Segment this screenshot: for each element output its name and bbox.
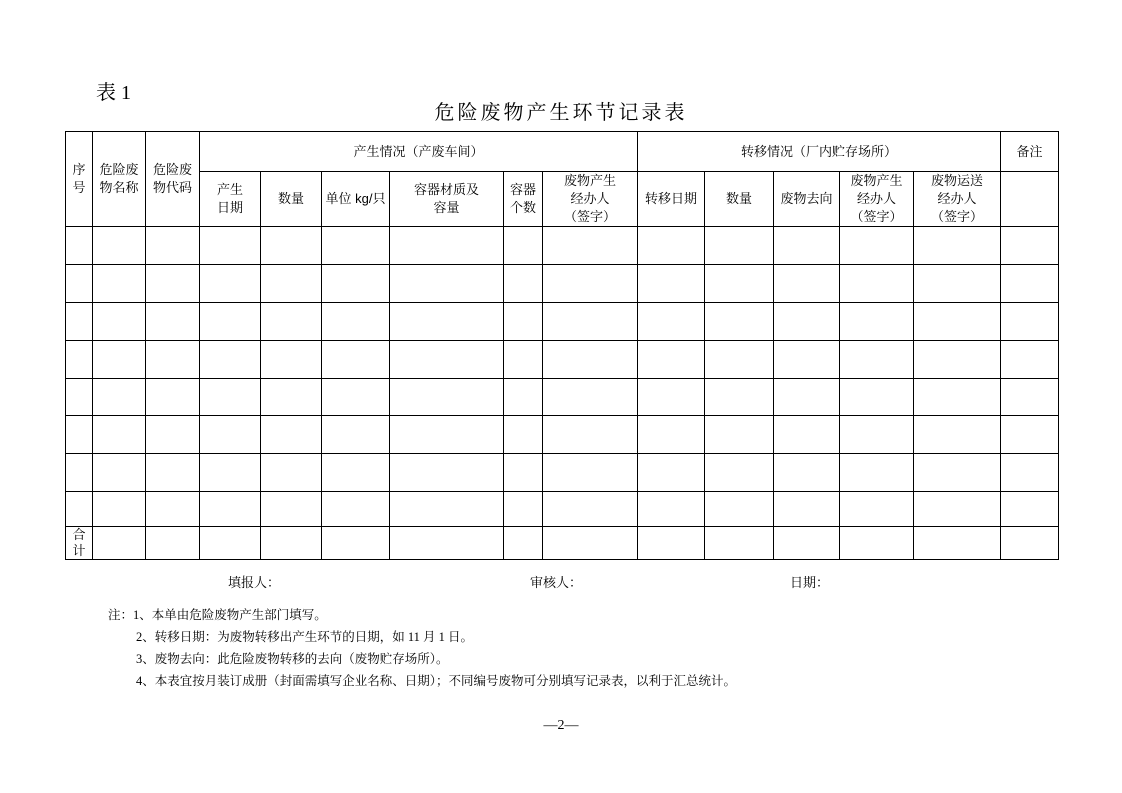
cell[interactable] xyxy=(322,454,390,492)
cell[interactable] xyxy=(146,416,200,454)
cell[interactable] xyxy=(774,492,840,527)
cell[interactable] xyxy=(390,227,504,265)
cell[interactable] xyxy=(543,227,638,265)
cell[interactable] xyxy=(1001,265,1059,303)
cell[interactable] xyxy=(840,492,914,527)
cell[interactable] xyxy=(774,379,840,416)
note-3: 3、废物去向：此危险废物转移的去向（废物贮存场所）。 xyxy=(136,652,449,666)
header-prod-date: 产生日期 xyxy=(200,172,261,227)
note-4: 4、本表宜按月装订成册（封面需填写企业名称、日期）；不同编号废物可分别填写记录表，以利于汇总统计。 xyxy=(136,674,737,688)
cell[interactable] xyxy=(840,454,914,492)
cell[interactable] xyxy=(322,527,390,560)
cell[interactable] xyxy=(1001,227,1059,265)
cell[interactable] xyxy=(504,341,543,379)
cell[interactable] xyxy=(146,303,200,341)
cell[interactable] xyxy=(322,227,390,265)
cell[interactable] xyxy=(261,341,322,379)
cell[interactable] xyxy=(200,416,261,454)
cell[interactable] xyxy=(504,527,543,560)
cell[interactable] xyxy=(774,416,840,454)
cell[interactable] xyxy=(146,341,200,379)
cell[interactable] xyxy=(840,379,914,416)
cell[interactable] xyxy=(1001,492,1059,527)
cell[interactable] xyxy=(261,265,322,303)
cell[interactable] xyxy=(146,379,200,416)
cell[interactable] xyxy=(390,416,504,454)
cell[interactable] xyxy=(322,341,390,379)
cell[interactable] xyxy=(200,265,261,303)
cell[interactable] xyxy=(705,416,774,454)
cell[interactable] xyxy=(390,379,504,416)
cell[interactable] xyxy=(390,341,504,379)
table-row xyxy=(66,227,1059,265)
cell[interactable] xyxy=(66,303,93,341)
cell[interactable] xyxy=(93,379,146,416)
total-row xyxy=(66,527,1059,560)
cell[interactable] xyxy=(390,265,504,303)
cell[interactable] xyxy=(840,416,914,454)
table-row xyxy=(66,303,1059,341)
cell[interactable] xyxy=(1001,303,1059,341)
cell[interactable] xyxy=(705,492,774,527)
note-1: 注：1、本单由危险废物产生部门填写。 xyxy=(108,608,327,622)
note-2: 2、转移日期：为废物转移出产生环节的日期，如 11 月 1 日。 xyxy=(136,630,474,644)
cell[interactable] xyxy=(200,492,261,527)
cell[interactable] xyxy=(705,303,774,341)
cell[interactable] xyxy=(840,341,914,379)
header-remarks-blank xyxy=(1001,172,1059,227)
header-transfer-group: 转移情况（厂内贮存场所） xyxy=(638,132,1001,172)
cell[interactable] xyxy=(705,379,774,416)
cell[interactable] xyxy=(543,265,638,303)
cell[interactable] xyxy=(504,227,543,265)
cell[interactable] xyxy=(200,303,261,341)
cell[interactable] xyxy=(261,416,322,454)
table-row xyxy=(66,341,1059,379)
cell[interactable] xyxy=(774,527,840,560)
cell[interactable] xyxy=(705,265,774,303)
cell[interactable] xyxy=(66,492,93,527)
cell[interactable] xyxy=(705,227,774,265)
cell[interactable] xyxy=(93,341,146,379)
cell[interactable] xyxy=(1001,341,1059,379)
cell[interactable] xyxy=(390,303,504,341)
cell[interactable] xyxy=(93,416,146,454)
cell[interactable] xyxy=(543,492,638,527)
cell[interactable] xyxy=(66,454,93,492)
cell[interactable] xyxy=(705,341,774,379)
header-production-group: 产生情况（产废车间） xyxy=(200,132,638,172)
page-number: —2— xyxy=(543,718,579,733)
cell[interactable] xyxy=(93,265,146,303)
header-transfer-qty: 数量 xyxy=(705,172,774,227)
cell[interactable] xyxy=(504,416,543,454)
cell[interactable] xyxy=(261,227,322,265)
cell[interactable] xyxy=(638,227,705,265)
table-label: 表 1 xyxy=(96,82,131,104)
cell[interactable] xyxy=(390,454,504,492)
cell[interactable] xyxy=(543,527,638,560)
total-label: 合计 xyxy=(66,527,93,560)
cell[interactable] xyxy=(146,265,200,303)
cell[interactable] xyxy=(914,341,1001,379)
cell[interactable] xyxy=(638,379,705,416)
cell[interactable] xyxy=(504,492,543,527)
cell[interactable] xyxy=(66,416,93,454)
header-code: 危险废物代码 xyxy=(146,132,200,227)
cell[interactable] xyxy=(1001,527,1059,560)
filler-label: 填报人： xyxy=(228,575,281,590)
cell[interactable] xyxy=(66,379,93,416)
cell[interactable] xyxy=(322,303,390,341)
cell[interactable] xyxy=(93,227,146,265)
cell[interactable] xyxy=(504,265,543,303)
header-prod-qty: 数量 xyxy=(261,172,322,227)
header-transfer-date: 转移日期 xyxy=(638,172,705,227)
header-container-count: 容器个数 xyxy=(504,172,543,227)
cell[interactable] xyxy=(93,454,146,492)
cell[interactable] xyxy=(93,492,146,527)
header-transfer-prod-handler: 废物产生经办人（签字） xyxy=(840,172,914,227)
cell[interactable] xyxy=(390,527,504,560)
cell[interactable] xyxy=(543,303,638,341)
cell[interactable] xyxy=(322,379,390,416)
cell[interactable] xyxy=(261,454,322,492)
cell[interactable] xyxy=(261,379,322,416)
cell[interactable] xyxy=(200,379,261,416)
cell[interactable] xyxy=(914,416,1001,454)
cell[interactable] xyxy=(914,492,1001,527)
date-label: 日期： xyxy=(790,575,830,590)
cell[interactable] xyxy=(93,527,146,560)
cell[interactable] xyxy=(504,379,543,416)
table-row xyxy=(66,454,1059,492)
cell[interactable] xyxy=(146,492,200,527)
cell[interactable] xyxy=(705,454,774,492)
cell[interactable] xyxy=(261,527,322,560)
cell[interactable] xyxy=(146,527,200,560)
cell[interactable] xyxy=(774,454,840,492)
cell[interactable] xyxy=(261,303,322,341)
cell[interactable] xyxy=(1001,416,1059,454)
cell[interactable] xyxy=(774,303,840,341)
header-remarks: 备注 xyxy=(1001,132,1059,172)
header-container-material: 容器材质及容量 xyxy=(390,172,504,227)
cell[interactable] xyxy=(322,265,390,303)
cell[interactable] xyxy=(638,527,705,560)
cell[interactable] xyxy=(93,303,146,341)
cell[interactable] xyxy=(840,303,914,341)
cell[interactable] xyxy=(1001,454,1059,492)
header-prod-handler: 废物产生经办人（签字） xyxy=(543,172,638,227)
cell[interactable] xyxy=(504,454,543,492)
cell[interactable] xyxy=(914,379,1001,416)
cell[interactable] xyxy=(638,492,705,527)
cell[interactable] xyxy=(638,341,705,379)
cell[interactable] xyxy=(543,379,638,416)
notes xyxy=(108,604,736,692)
cell[interactable] xyxy=(638,454,705,492)
cell[interactable] xyxy=(322,492,390,527)
cell[interactable] xyxy=(504,303,543,341)
cell[interactable] xyxy=(840,227,914,265)
cell[interactable] xyxy=(914,527,1001,560)
cell[interactable] xyxy=(914,265,1001,303)
cell[interactable] xyxy=(543,416,638,454)
cell[interactable] xyxy=(638,265,705,303)
cell[interactable] xyxy=(1001,379,1059,416)
cell[interactable] xyxy=(638,303,705,341)
header-unit: 单位 kg/只 xyxy=(322,172,390,227)
cell[interactable] xyxy=(840,265,914,303)
cell[interactable] xyxy=(146,454,200,492)
cell[interactable] xyxy=(390,492,504,527)
cell[interactable] xyxy=(774,227,840,265)
cell[interactable] xyxy=(774,265,840,303)
record-table xyxy=(65,131,1059,560)
cell[interactable] xyxy=(146,227,200,265)
cell[interactable] xyxy=(66,341,93,379)
reviewer-label: 审核人： xyxy=(530,575,583,590)
table-row xyxy=(66,265,1059,303)
cell[interactable] xyxy=(261,492,322,527)
header-seq: 序号 xyxy=(66,132,93,227)
cell[interactable] xyxy=(200,341,261,379)
cell[interactable] xyxy=(914,303,1001,341)
cell[interactable] xyxy=(200,454,261,492)
cell[interactable] xyxy=(705,527,774,560)
cell[interactable] xyxy=(200,527,261,560)
cell[interactable] xyxy=(322,416,390,454)
cell[interactable] xyxy=(543,341,638,379)
table-row xyxy=(66,379,1059,416)
cell[interactable] xyxy=(200,227,261,265)
cell[interactable] xyxy=(914,454,1001,492)
table-row xyxy=(66,416,1059,454)
header-transport-handler: 废物运送经办人（签字） xyxy=(914,172,1001,227)
cell[interactable] xyxy=(66,227,93,265)
header-destination: 废物去向 xyxy=(774,172,840,227)
header-name: 危险废物名称 xyxy=(93,132,146,227)
cell[interactable] xyxy=(66,265,93,303)
cell[interactable] xyxy=(774,341,840,379)
cell[interactable] xyxy=(638,416,705,454)
page-title: 危险废物产生环节记录表 xyxy=(434,102,688,124)
table-row xyxy=(66,492,1059,527)
cell[interactable] xyxy=(840,527,914,560)
cell[interactable] xyxy=(543,454,638,492)
cell[interactable] xyxy=(914,227,1001,265)
